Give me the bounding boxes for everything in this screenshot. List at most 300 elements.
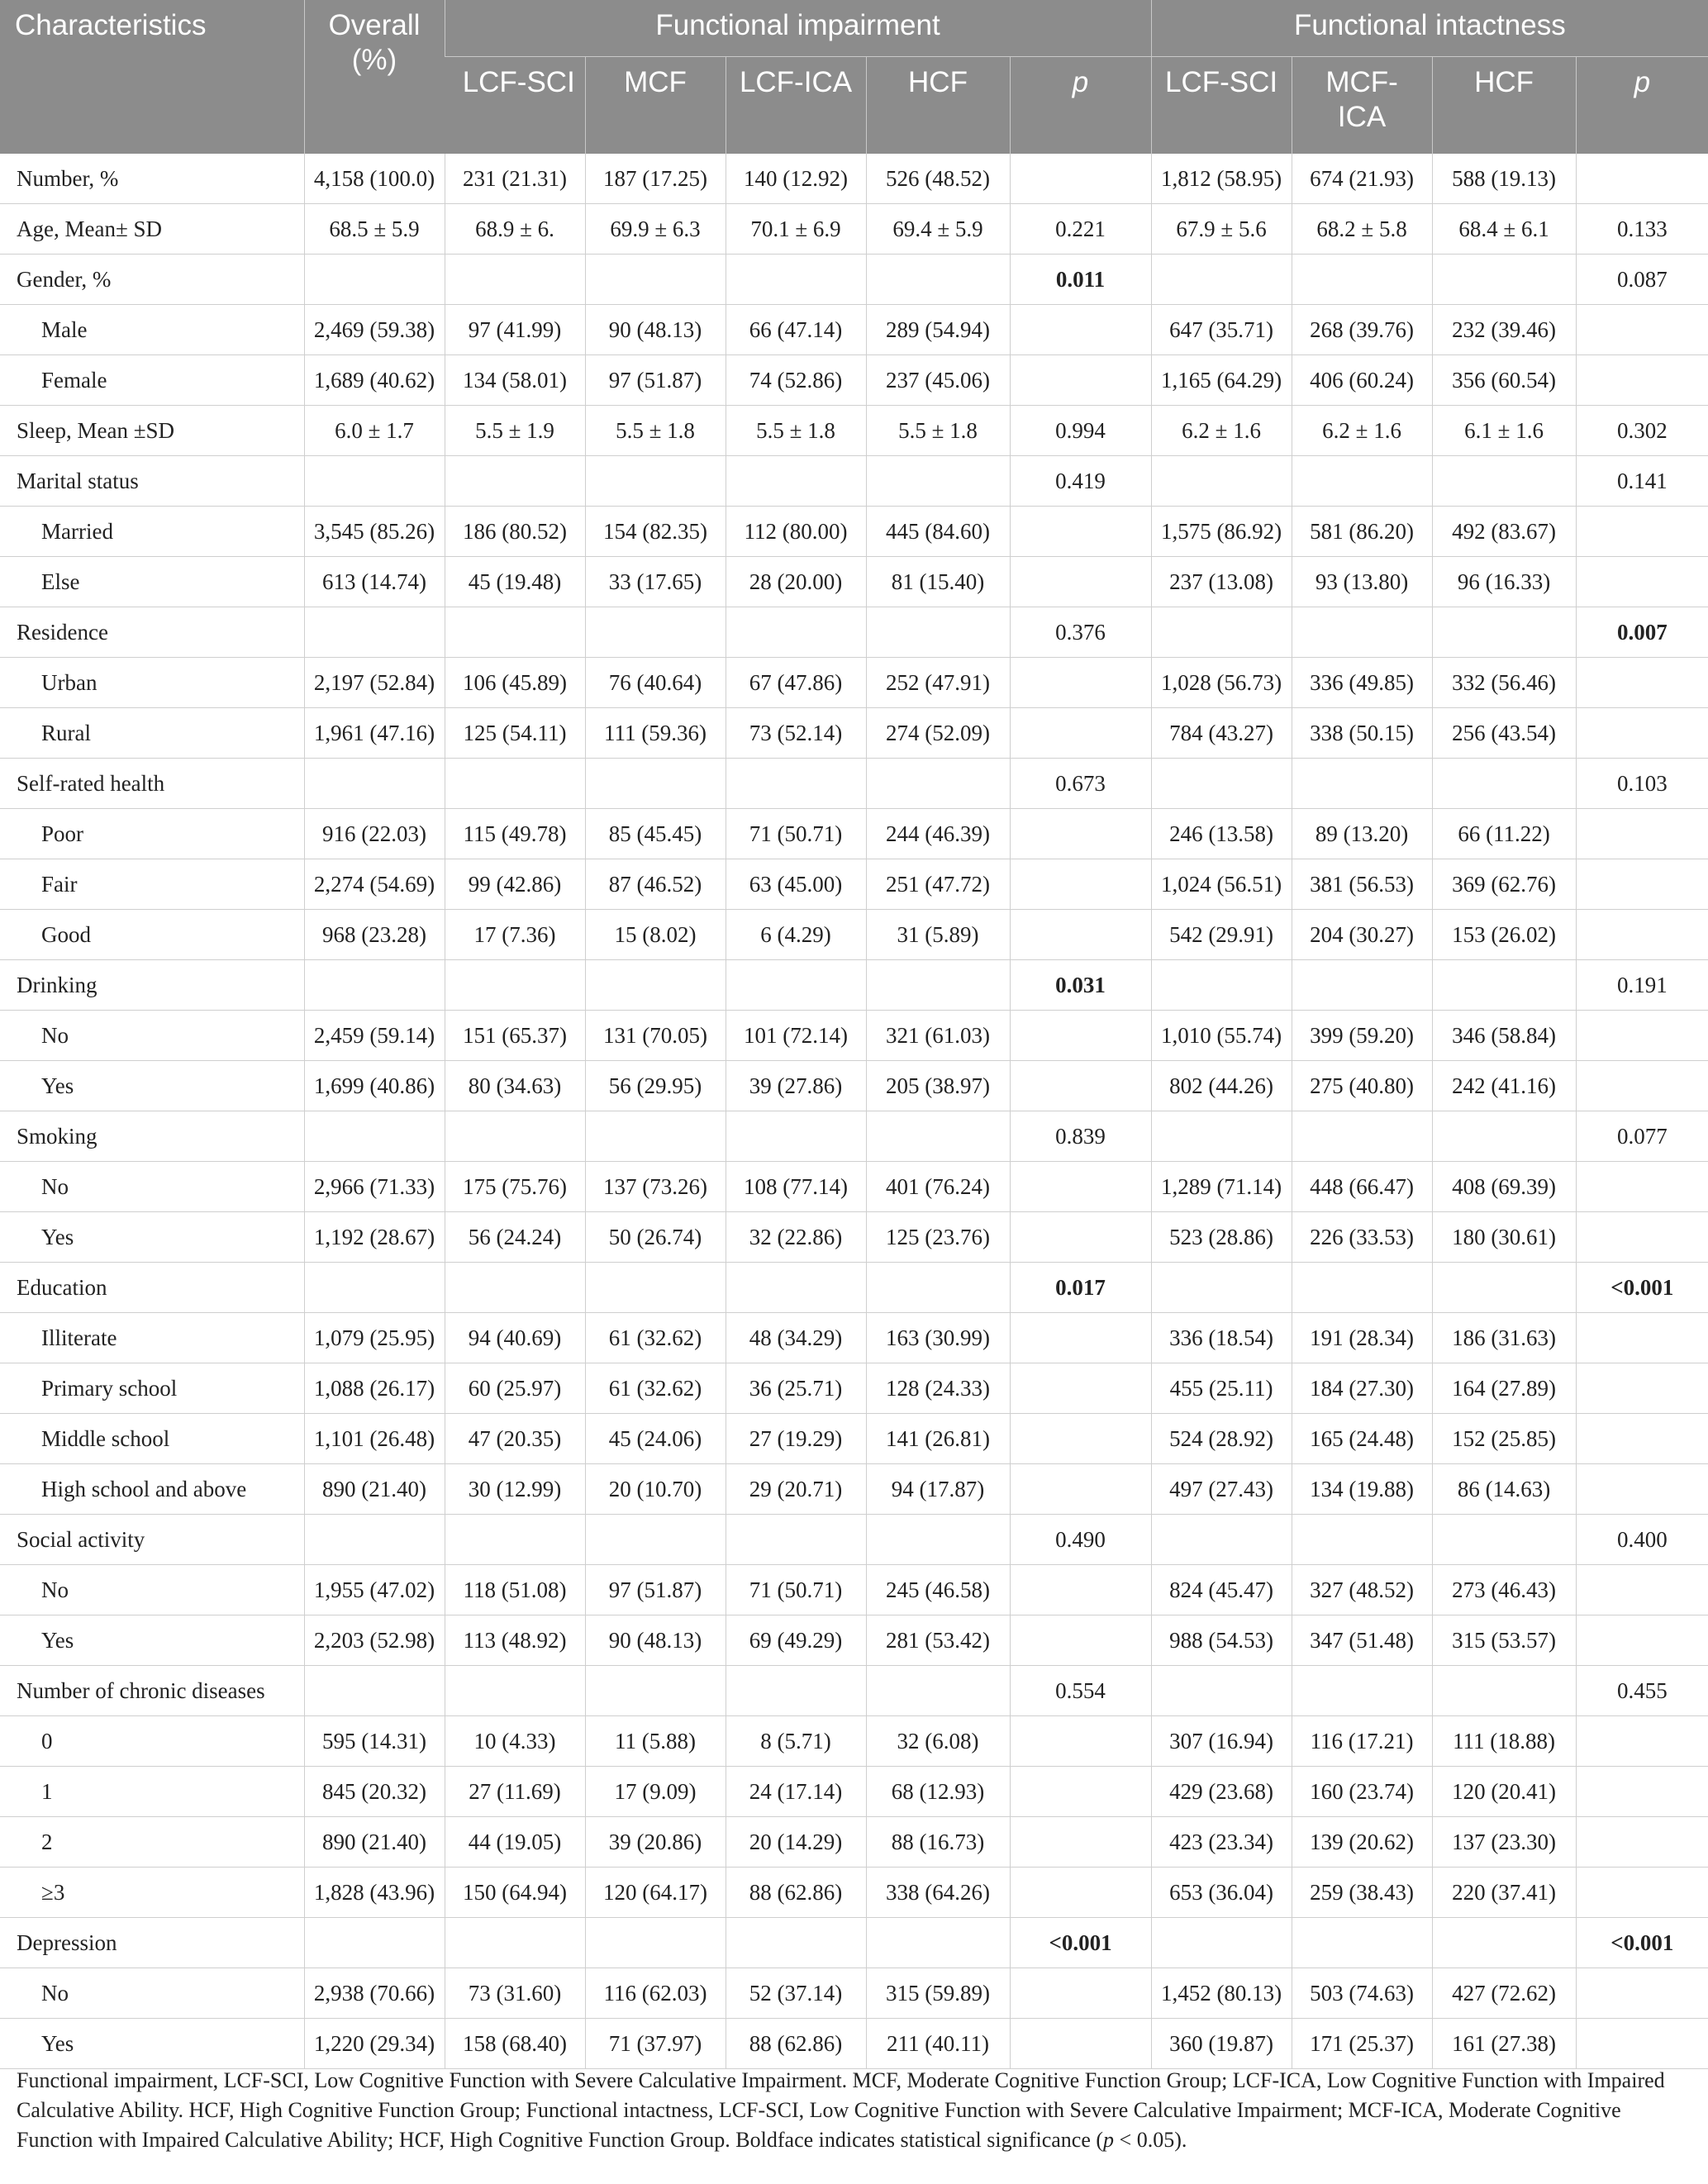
table-cell: 184 (27.30) — [1292, 1363, 1432, 1414]
table-footnote — [17, 2066, 1694, 2155]
row-label: Education — [0, 1263, 304, 1313]
table-cell: 220 (37.41) — [1432, 1868, 1576, 1918]
table-cell — [304, 759, 445, 809]
table-row — [0, 154, 1708, 204]
table-cell — [1010, 809, 1151, 859]
table-cell: 68.5 ± 5.9 — [304, 204, 445, 255]
table-row — [0, 507, 1708, 557]
table-cell: 108 (77.14) — [726, 1162, 866, 1212]
header-int-p: p — [1576, 57, 1708, 155]
table-row — [0, 960, 1708, 1011]
table-cell — [1576, 809, 1708, 859]
table-row — [0, 305, 1708, 355]
table-cell: 252 (47.91) — [866, 658, 1010, 708]
table-cell — [585, 1111, 726, 1162]
row-label: 1 — [0, 1767, 304, 1817]
table-cell — [1010, 2019, 1151, 2069]
table-cell — [304, 255, 445, 305]
table-cell: 115 (49.78) — [445, 809, 585, 859]
table-row — [0, 1716, 1708, 1767]
table-cell — [445, 1515, 585, 1565]
table-cell: 647 (35.71) — [1151, 305, 1292, 355]
row-label: Good — [0, 910, 304, 960]
table-cell: 15 (8.02) — [585, 910, 726, 960]
table-cell: 1,828 (43.96) — [304, 1868, 445, 1918]
table-cell — [445, 960, 585, 1011]
table-cell: 6.2 ± 1.6 — [1292, 406, 1432, 456]
table-row — [0, 1464, 1708, 1515]
table-cell: 118 (51.08) — [445, 1565, 585, 1615]
table-cell: 74 (52.86) — [726, 355, 866, 406]
table-cell — [866, 960, 1010, 1011]
table-cell: 68.2 ± 5.8 — [1292, 204, 1432, 255]
table-cell — [304, 1666, 445, 1716]
table-cell: 256 (43.54) — [1432, 708, 1576, 759]
table-cell — [585, 607, 726, 658]
table-cell — [1010, 1615, 1151, 1666]
table-cell: 6.1 ± 1.6 — [1432, 406, 1576, 456]
row-label: Smoking — [0, 1111, 304, 1162]
table-cell — [1576, 1061, 1708, 1111]
table-cell — [1010, 1565, 1151, 1615]
table-cell — [726, 456, 866, 507]
table-cell — [1151, 1263, 1292, 1313]
table-cell: 232 (39.46) — [1432, 305, 1576, 355]
table-cell — [1576, 1162, 1708, 1212]
table-cell — [1010, 1212, 1151, 1263]
table-cell: 211 (40.11) — [866, 2019, 1010, 2069]
table-cell — [1576, 1767, 1708, 1817]
table-cell — [304, 607, 445, 658]
table-cell: 94 (17.87) — [866, 1464, 1010, 1515]
table-cell — [585, 1918, 726, 1968]
table-cell: 39 (27.86) — [726, 1061, 866, 1111]
table-cell: 66 (47.14) — [726, 305, 866, 355]
table-row — [0, 910, 1708, 960]
table-cell: 5.5 ± 1.8 — [726, 406, 866, 456]
table-cell: 137 (23.30) — [1432, 1817, 1576, 1868]
table-cell: 205 (38.97) — [866, 1061, 1010, 1111]
table-cell: 164 (27.89) — [1432, 1363, 1576, 1414]
table-cell: 346 (58.84) — [1432, 1011, 1576, 1061]
row-label: No — [0, 1565, 304, 1615]
table-row — [0, 1162, 1708, 1212]
table-cell: 80 (34.63) — [445, 1061, 585, 1111]
table-cell — [1151, 1666, 1292, 1716]
table-cell: 20 (10.70) — [585, 1464, 726, 1515]
table-cell: 125 (54.11) — [445, 708, 585, 759]
table-cell — [1576, 1968, 1708, 2019]
row-label: Age, Mean± SD — [0, 204, 304, 255]
table-cell: 824 (45.47) — [1151, 1565, 1292, 1615]
table-cell: 116 (17.21) — [1292, 1716, 1432, 1767]
table-cell: 0.007 — [1576, 607, 1708, 658]
table-cell: 1,699 (40.86) — [304, 1061, 445, 1111]
table-cell: 71 (50.71) — [726, 809, 866, 859]
header-int-lcf-sci: LCF-SCI — [1151, 57, 1292, 155]
row-label: Social activity — [0, 1515, 304, 1565]
table-cell: 336 (18.54) — [1151, 1313, 1292, 1363]
table-cell — [1292, 1666, 1432, 1716]
row-label: Self-rated health — [0, 759, 304, 809]
table-row — [0, 204, 1708, 255]
table-cell: 11 (5.88) — [585, 1716, 726, 1767]
table-row — [0, 759, 1708, 809]
row-label: High school and above — [0, 1464, 304, 1515]
footnote-p-symbol: p — [1103, 2128, 1115, 2152]
table-cell: 27 (19.29) — [726, 1414, 866, 1464]
table-cell: 0.221 — [1010, 204, 1151, 255]
table-cell: 2,274 (54.69) — [304, 859, 445, 910]
table-cell — [1292, 1918, 1432, 1968]
table-cell: 497 (27.43) — [1151, 1464, 1292, 1515]
table-row — [0, 1313, 1708, 1363]
header-imp-lcf-ica: LCF-ICA — [726, 57, 866, 155]
table-cell — [1576, 1011, 1708, 1061]
table-cell: 68.9 ± 6. — [445, 204, 585, 255]
table-cell — [1292, 456, 1432, 507]
table-cell: 406 (60.24) — [1292, 355, 1432, 406]
table-cell — [866, 456, 1010, 507]
table-cell: <0.001 — [1010, 1918, 1151, 1968]
table-cell: 116 (62.03) — [585, 1968, 726, 2019]
table-cell: 87 (46.52) — [585, 859, 726, 910]
table-cell: 1,024 (56.51) — [1151, 859, 1292, 910]
table-cell — [1292, 759, 1432, 809]
row-label: Rural — [0, 708, 304, 759]
table-cell: 890 (21.40) — [304, 1464, 445, 1515]
row-label: ≥3 — [0, 1868, 304, 1918]
table-cell: 6.2 ± 1.6 — [1151, 406, 1292, 456]
row-label: Number of chronic diseases — [0, 1666, 304, 1716]
table-cell: 423 (23.34) — [1151, 1817, 1292, 1868]
row-label: Number, % — [0, 154, 304, 204]
table-row — [0, 1918, 1708, 1968]
table-cell: 125 (23.76) — [866, 1212, 1010, 1263]
table-cell — [445, 759, 585, 809]
table-cell: 29 (20.71) — [726, 1464, 866, 1515]
table-cell — [726, 1263, 866, 1313]
table-cell — [1010, 305, 1151, 355]
table-cell: 24 (17.14) — [726, 1767, 866, 1817]
table-cell: 154 (82.35) — [585, 507, 726, 557]
table-cell: 171 (25.37) — [1292, 2019, 1432, 2069]
table-cell: 131 (70.05) — [585, 1011, 726, 1061]
table-cell: 429 (23.68) — [1151, 1767, 1292, 1817]
table-row — [0, 1263, 1708, 1313]
table-cell: 28 (20.00) — [726, 557, 866, 607]
table-cell — [1576, 557, 1708, 607]
table-body — [0, 154, 1708, 2069]
table-cell: 4,158 (100.0) — [304, 154, 445, 204]
table-cell: 802 (44.26) — [1151, 1061, 1292, 1111]
table-cell: 0.302 — [1576, 406, 1708, 456]
table-cell: 492 (83.67) — [1432, 507, 1576, 557]
table-cell: 61 (32.62) — [585, 1363, 726, 1414]
row-label: Illiterate — [0, 1313, 304, 1363]
table-cell — [1576, 1414, 1708, 1464]
table-cell — [304, 456, 445, 507]
table-cell: 101 (72.14) — [726, 1011, 866, 1061]
table-cell: 165 (24.48) — [1292, 1414, 1432, 1464]
table-row — [0, 1615, 1708, 1666]
table-cell: 39 (20.86) — [585, 1817, 726, 1868]
table-cell: 0.839 — [1010, 1111, 1151, 1162]
table-cell: 5.5 ± 1.9 — [445, 406, 585, 456]
table-cell: 20 (14.29) — [726, 1817, 866, 1868]
table-cell — [1010, 708, 1151, 759]
table-cell: 180 (30.61) — [1432, 1212, 1576, 1263]
table-cell — [866, 1111, 1010, 1162]
table-cell: 0.455 — [1576, 1666, 1708, 1716]
table-cell — [1576, 305, 1708, 355]
table-row — [0, 1666, 1708, 1716]
table-cell: 0.554 — [1010, 1666, 1151, 1716]
table-cell — [1432, 1918, 1576, 1968]
table-cell: 8 (5.71) — [726, 1716, 866, 1767]
table-cell — [1432, 1515, 1576, 1565]
table-cell: 161 (27.38) — [1432, 2019, 1576, 2069]
header-imp-mcf: MCF — [585, 57, 726, 155]
table-cell: 246 (13.58) — [1151, 809, 1292, 859]
table-cell: 408 (69.39) — [1432, 1162, 1576, 1212]
header-imp-lcf-sci: LCF-SCI — [445, 57, 585, 155]
table-cell: 10 (4.33) — [445, 1716, 585, 1767]
table-cell: <0.001 — [1576, 1918, 1708, 1968]
table-cell — [585, 1666, 726, 1716]
table-cell: 0.017 — [1010, 1263, 1151, 1313]
table-cell: 275 (40.80) — [1292, 1061, 1432, 1111]
table-cell — [445, 1666, 585, 1716]
table-cell — [1576, 507, 1708, 557]
row-label: Drinking — [0, 960, 304, 1011]
table-cell: 242 (41.16) — [1432, 1061, 1576, 1111]
table-cell: 381 (56.53) — [1292, 859, 1432, 910]
table-cell: 588 (19.13) — [1432, 154, 1576, 204]
table-cell: 186 (80.52) — [445, 507, 585, 557]
table-cell — [1432, 759, 1576, 809]
row-label: Fair — [0, 859, 304, 910]
table-cell: 2,966 (71.33) — [304, 1162, 445, 1212]
table-cell: 5.5 ± 1.8 — [585, 406, 726, 456]
table-row — [0, 1968, 1708, 2019]
table-cell: 141 (26.81) — [866, 1414, 1010, 1464]
table-row — [0, 607, 1708, 658]
header-int-mcf-ica: MCF-ICA — [1292, 57, 1432, 155]
table-cell: 445 (84.60) — [866, 507, 1010, 557]
table-cell — [1010, 1162, 1151, 1212]
table-cell — [1010, 1464, 1151, 1515]
table-cell: 0.400 — [1576, 1515, 1708, 1565]
row-label: Sleep, Mean ±SD — [0, 406, 304, 456]
table-cell: 268 (39.76) — [1292, 305, 1432, 355]
table-cell: 69.9 ± 6.3 — [585, 204, 726, 255]
table-cell: 73 (52.14) — [726, 708, 866, 759]
table-cell: 1,101 (26.48) — [304, 1414, 445, 1464]
table-cell — [866, 1515, 1010, 1565]
table-cell: 1,088 (26.17) — [304, 1363, 445, 1414]
table-row — [0, 1565, 1708, 1615]
table-cell: 32 (6.08) — [866, 1716, 1010, 1767]
table-cell — [1576, 1716, 1708, 1767]
table-row — [0, 1212, 1708, 1263]
table-cell: 120 (20.41) — [1432, 1767, 1576, 1817]
table-cell: 251 (47.72) — [866, 859, 1010, 910]
table-cell: 111 (18.88) — [1432, 1716, 1576, 1767]
table-cell: 97 (41.99) — [445, 305, 585, 355]
row-label: Yes — [0, 1061, 304, 1111]
table-cell: 163 (30.99) — [866, 1313, 1010, 1363]
table-cell: 524 (28.92) — [1151, 1414, 1292, 1464]
table-cell: 191 (28.34) — [1292, 1313, 1432, 1363]
row-label: Yes — [0, 1615, 304, 1666]
row-label: Yes — [0, 1212, 304, 1263]
table-cell: 88 (16.73) — [866, 1817, 1010, 1868]
table-row — [0, 406, 1708, 456]
table-cell: 69 (49.29) — [726, 1615, 866, 1666]
row-label: Primary school — [0, 1363, 304, 1414]
table-cell — [1010, 1414, 1151, 1464]
table-cell: 2,938 (70.66) — [304, 1968, 445, 2019]
table-cell: 338 (50.15) — [1292, 708, 1432, 759]
footnote-text: Functional impairment, LCF-SCI, Low Cognitive Function with Severe Calculative Impairment. MCF, Moderate Cognitive Function Group; LCF-ICA, Low Cognitive Function with Impaired Calculative Ability. HCF, High Cognitive Function Group; Functional intactness, LCF-SCI, Low Cognitive Function with Severe Calculative Impairment; MCF-ICA, Moderate Cognitive Function with Impaired Calculative Ability; HCF, High Cognitive Function Group. Boldface indicates statistical significance ( — [17, 2068, 1665, 2152]
table-row — [0, 1767, 1708, 1817]
table-cell: 67.9 ± 5.6 — [1151, 204, 1292, 255]
table-cell: 90 (48.13) — [585, 305, 726, 355]
table-cell: 321 (61.03) — [866, 1011, 1010, 1061]
table-cell — [1576, 708, 1708, 759]
table-cell: 139 (20.62) — [1292, 1817, 1432, 1868]
table-row — [0, 809, 1708, 859]
table-cell — [1010, 557, 1151, 607]
table-cell — [1432, 1111, 1576, 1162]
row-label: No — [0, 1968, 304, 2019]
table-cell: 56 (24.24) — [445, 1212, 585, 1263]
table-cell — [1576, 355, 1708, 406]
table-cell — [1576, 1817, 1708, 1868]
table-cell — [1576, 658, 1708, 708]
table-cell — [1576, 1868, 1708, 1918]
table-cell: 613 (14.74) — [304, 557, 445, 607]
table-row — [0, 1061, 1708, 1111]
table-cell: 0.994 — [1010, 406, 1151, 456]
table-cell: 89 (13.20) — [1292, 809, 1432, 859]
table-cell: 27 (11.69) — [445, 1767, 585, 1817]
table-cell: 237 (45.06) — [866, 355, 1010, 406]
table-cell — [726, 759, 866, 809]
table-cell: 360 (19.87) — [1151, 2019, 1292, 2069]
table-cell: 237 (13.08) — [1151, 557, 1292, 607]
table-cell — [1432, 607, 1576, 658]
table-cell: 47 (20.35) — [445, 1414, 585, 1464]
table-cell: 86 (14.63) — [1432, 1464, 1576, 1515]
header-imp-p: p — [1010, 57, 1151, 155]
table-cell — [585, 759, 726, 809]
table-cell: 1,812 (58.95) — [1151, 154, 1292, 204]
table-cell — [585, 456, 726, 507]
table-cell — [726, 1918, 866, 1968]
table-cell — [1576, 859, 1708, 910]
table-cell: 427 (72.62) — [1432, 1968, 1576, 2019]
table-row — [0, 1515, 1708, 1565]
table-cell: <0.001 — [1576, 1263, 1708, 1313]
table-cell: 70.1 ± 6.9 — [726, 204, 866, 255]
table-row — [0, 1414, 1708, 1464]
table-cell: 784 (43.27) — [1151, 708, 1292, 759]
row-label: Depression — [0, 1918, 304, 1968]
table-cell — [1292, 960, 1432, 1011]
table-cell: 1,220 (29.34) — [304, 2019, 445, 2069]
table-cell — [585, 255, 726, 305]
table-cell: 48 (34.29) — [726, 1313, 866, 1363]
table-cell: 2,203 (52.98) — [304, 1615, 445, 1666]
table-cell — [585, 960, 726, 1011]
table-cell: 1,079 (25.95) — [304, 1313, 445, 1363]
table-cell: 99 (42.86) — [445, 859, 585, 910]
table-cell: 0.419 — [1010, 456, 1151, 507]
table-cell: 69.4 ± 5.9 — [866, 204, 1010, 255]
table-cell: 245 (46.58) — [866, 1565, 1010, 1615]
table-cell — [1576, 1363, 1708, 1414]
table-cell — [445, 1263, 585, 1313]
table-cell: 30 (12.99) — [445, 1464, 585, 1515]
table-cell — [1292, 255, 1432, 305]
row-label: 0 — [0, 1716, 304, 1767]
table-cell — [1151, 960, 1292, 1011]
table-cell — [1151, 1111, 1292, 1162]
table-cell — [866, 255, 1010, 305]
table-cell — [726, 1515, 866, 1565]
table-cell: 845 (20.32) — [304, 1767, 445, 1817]
row-label: 2 — [0, 1817, 304, 1868]
table-cell — [1010, 507, 1151, 557]
table-cell: 0.490 — [1010, 1515, 1151, 1565]
table-cell: 274 (52.09) — [866, 708, 1010, 759]
table-cell: 226 (33.53) — [1292, 1212, 1432, 1263]
table-cell — [585, 1263, 726, 1313]
table-cell — [445, 1111, 585, 1162]
table-cell: 204 (30.27) — [1292, 910, 1432, 960]
table-cell — [866, 607, 1010, 658]
table-cell: 50 (26.74) — [585, 1212, 726, 1263]
table-cell: 66 (11.22) — [1432, 809, 1576, 859]
table-cell: 112 (80.00) — [726, 507, 866, 557]
table-cell: 90 (48.13) — [585, 1615, 726, 1666]
table-cell — [726, 1111, 866, 1162]
table-cell: 315 (59.89) — [866, 1968, 1010, 2019]
table-cell: 332 (56.46) — [1432, 658, 1576, 708]
row-label: Married — [0, 507, 304, 557]
table-row — [0, 2019, 1708, 2069]
row-label: Yes — [0, 2019, 304, 2069]
table-cell: 231 (21.31) — [445, 154, 585, 204]
table-cell — [1010, 1363, 1151, 1414]
table-cell: 68 (12.93) — [866, 1767, 1010, 1817]
table-cell: 916 (22.03) — [304, 809, 445, 859]
header-imp-hcf: HCF — [866, 57, 1010, 155]
table-cell: 97 (51.87) — [585, 355, 726, 406]
table-cell: 81 (15.40) — [866, 557, 1010, 607]
table-cell: 988 (54.53) — [1151, 1615, 1292, 1666]
table-cell — [445, 607, 585, 658]
table-cell: 31 (5.89) — [866, 910, 1010, 960]
table-cell — [1010, 1868, 1151, 1918]
footnote-text-end: < 0.05). — [1114, 2128, 1187, 2152]
table-cell: 160 (23.74) — [1292, 1767, 1432, 1817]
table-cell: 1,575 (86.92) — [1151, 507, 1292, 557]
table-cell: 369 (62.76) — [1432, 859, 1576, 910]
row-label: No — [0, 1162, 304, 1212]
